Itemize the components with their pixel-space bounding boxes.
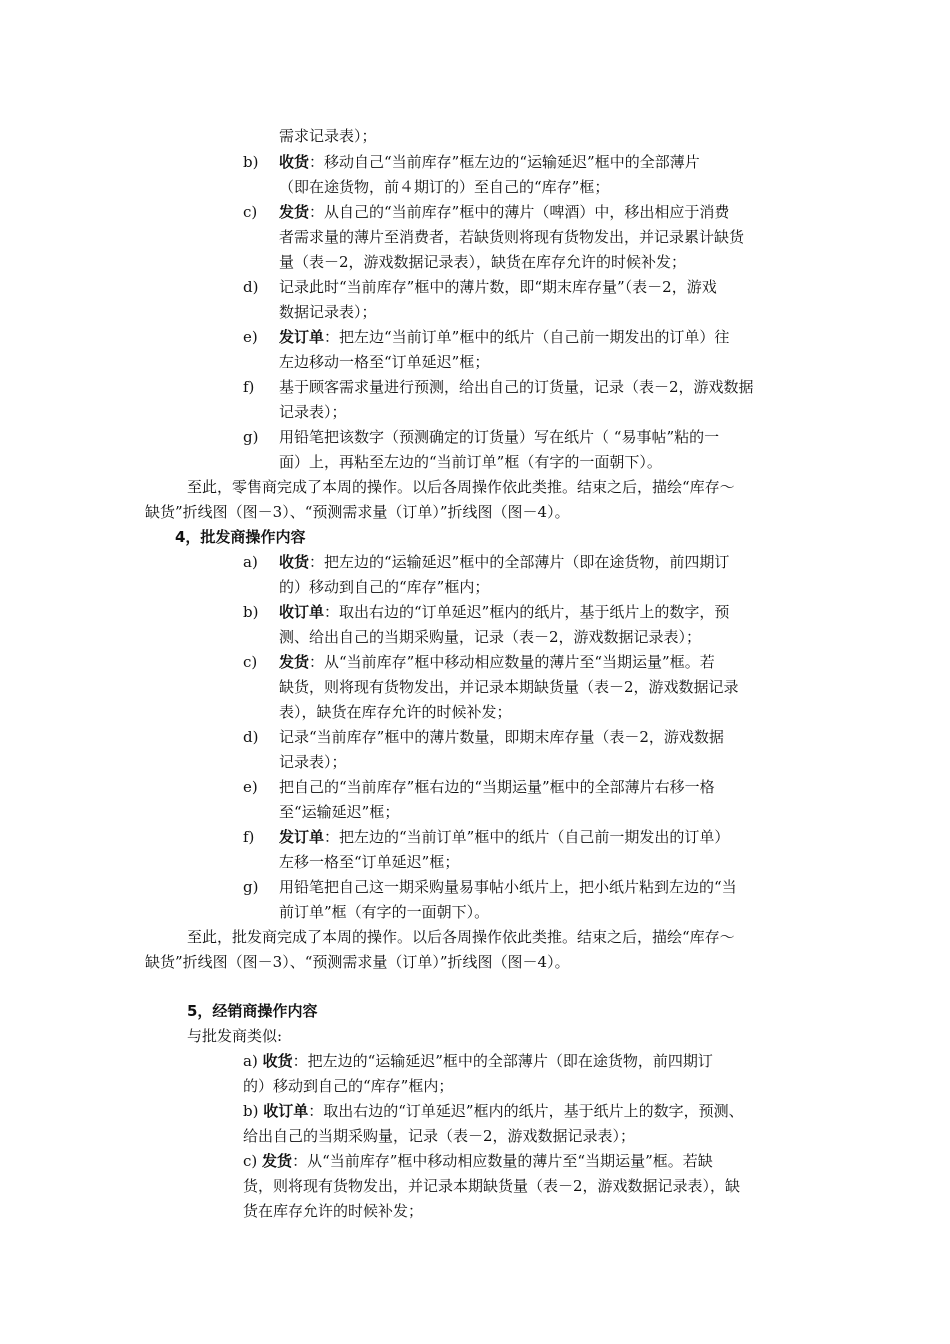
list-item-line: 给出自己的当期采购量，记录（表－2，游戏数据记录表）； [243,1127,636,1145]
item-keyword: 收订单 [263,1102,309,1120]
list-marker: c) [243,653,258,671]
list-item-line: 左移一格至“订单延迟”框； [279,853,460,871]
list-item-line [279,651,715,673]
list-item-line: 前订单”框（有字的一面朝下）。 [279,903,490,921]
list-item-line: （即在途货物，前４期订的）至自己的“库存”框； [279,178,610,196]
item-keyword: 发货 [279,653,310,671]
continuation-line: 需求记录表）； [279,127,377,145]
summary-line: 至此，批发商完成了本周的操作。以后各周操作依此类推。结束之后，描绘“库存～ [187,928,735,946]
list-marker: b) [243,153,259,171]
list-item-line: 记录表）； [279,753,347,771]
item-text: ：取出右边的“订单延迟”框内的纸片，基于纸片上的数字，预 [324,603,730,621]
list-item-line: 基于顾客需求量进行预测，给出自己的订货量，记录（表－2，游戏数据 [279,378,754,396]
list-item-line: 者需求量的薄片至消费者，若缺货则将现有货物发出，并记录累计缺货 [279,228,745,246]
list-item-line [279,826,729,848]
list-item-line [279,201,729,223]
list-item-line: 用铅笔把该数字（预测确定的订货量）写在纸片（ “易事帖”粘的一 [279,428,720,446]
list-marker: c) [243,1152,258,1170]
list-marker: e) [243,778,258,796]
list-marker: d) [243,278,259,296]
list-item-line [279,326,729,348]
list-item-line [243,1050,713,1072]
list-item-line [279,551,729,573]
list-marker: b) [243,603,259,621]
item-keyword: 收货 [262,1052,293,1070]
list-marker: g) [243,428,259,446]
list-item-line: 把自己的“当前库存”框右边的“当期运量”框中的全部薄片右移一格 [279,778,715,796]
list-marker: f) [243,378,255,396]
item-keyword: 发订单 [279,828,325,846]
list-marker: a) [243,1052,258,1070]
list-item-line: 缺货，则将现有货物发出，并记录本期缺货量（表－2，游戏数据记录 [279,678,739,696]
item-text: ：从自己的“当前库存”框中的薄片（啤酒）中，移出相应于消费 [309,203,730,221]
item-keyword: 收订单 [279,603,325,621]
list-item-line: 左边移动一格至“订单延迟”框； [279,353,490,371]
item-keyword: 收货 [279,553,310,571]
list-item-line: 量（表－2，游戏数据记录表），缺货在库存允许的时候补发； [279,253,687,271]
list-item-line: 的）移动到自己的“库存”框内； [243,1077,454,1095]
item-keyword: 收货 [279,153,310,171]
summary-line: 至此，零售商完成了本周的操作。以后各周操作依此类推。结束之后，描绘“库存～ [187,478,735,496]
list-item-line: 记录“当前库存”框中的薄片数量，即期末库存量（表－2，游戏数据 [279,728,724,746]
list-item-line: 记录表）； [279,403,347,421]
item-keyword: 发货 [279,203,310,221]
item-text: ：从“当前库存”框中移动相应数量的薄片至“当期运量”框。若缺 [292,1152,713,1170]
intro-line: 与批发商类似: [187,1027,283,1045]
list-item-line: 记录此时“当前库存”框中的薄片数，即“期末库存量”（表－2，游戏 [279,278,717,296]
item-text: ：取出右边的“订单延迟”框内的纸片，基于纸片上的数字，预测、 [308,1102,744,1120]
list-marker: g) [243,878,259,896]
section-heading: 4，批发商操作内容 [175,528,306,546]
list-item-line [243,1150,713,1172]
list-marker: b) [243,1102,259,1120]
item-text: ：把左边“当前订单”框中的纸片（自己前一期发出的订单）往 [324,328,730,346]
item-text: ：把左边的“运输延迟”框中的全部薄片（即在途货物，前四期订 [309,553,730,571]
section-heading: 5，经销商操作内容 [187,1002,318,1020]
list-item-line: 数据记录表）； [279,303,377,321]
list-item-line [243,1100,744,1122]
item-keyword: 发货 [262,1152,293,1170]
list-item-line: 至“运输延迟”框； [279,803,400,821]
list-item-line: 表），缺货在库存允许的时候补发； [279,703,512,721]
summary-line: 缺货”折线图（图－3）、“预测需求量（订单）”折线图（图－4）。 [145,953,570,971]
list-item-line: 面）上，再粘至左边的“当前订单”框（有字的一面朝下）。 [279,453,662,471]
item-text: ：从“当前库存”框中移动相应数量的薄片至“当期运量”框。若 [309,653,715,671]
list-item-line: 用铅笔把自己这一期采购量易事帖小纸片上，把小纸片粘到左边的“当 [279,878,737,896]
list-marker: f) [243,828,255,846]
item-text: ：把左边的“运输延迟”框中的全部薄片（即在途货物，前四期订 [292,1052,713,1070]
item-keyword: 发订单 [279,328,325,346]
list-item-line: 货在库存允许的时候补发； [243,1202,424,1220]
list-item-line: 测、给出自己的当期采购量，记录（表－2，游戏数据记录表）； [279,628,702,646]
list-item-line: 的）移动到自己的“库存”框内； [279,578,490,596]
item-text: ：把左边的“当前订单”框中的纸片（自己前一期发出的订单） [324,828,730,846]
list-marker: c) [243,203,258,221]
list-item-line [279,601,729,623]
list-item-line: 货，则将现有货物发出，并记录本期缺货量（表－2，游戏数据记录表），缺 [243,1177,741,1195]
list-marker: a) [243,553,258,571]
list-item-line [279,151,700,173]
summary-line: 缺货”折线图（图－3）、“预测需求量（订单）”折线图（图－4）。 [145,503,570,521]
item-text: ：移动自己“当前库存”框左边的“运输延迟”框中的全部薄片 [309,153,700,171]
list-marker: e) [243,328,258,346]
list-marker: d) [243,728,259,746]
